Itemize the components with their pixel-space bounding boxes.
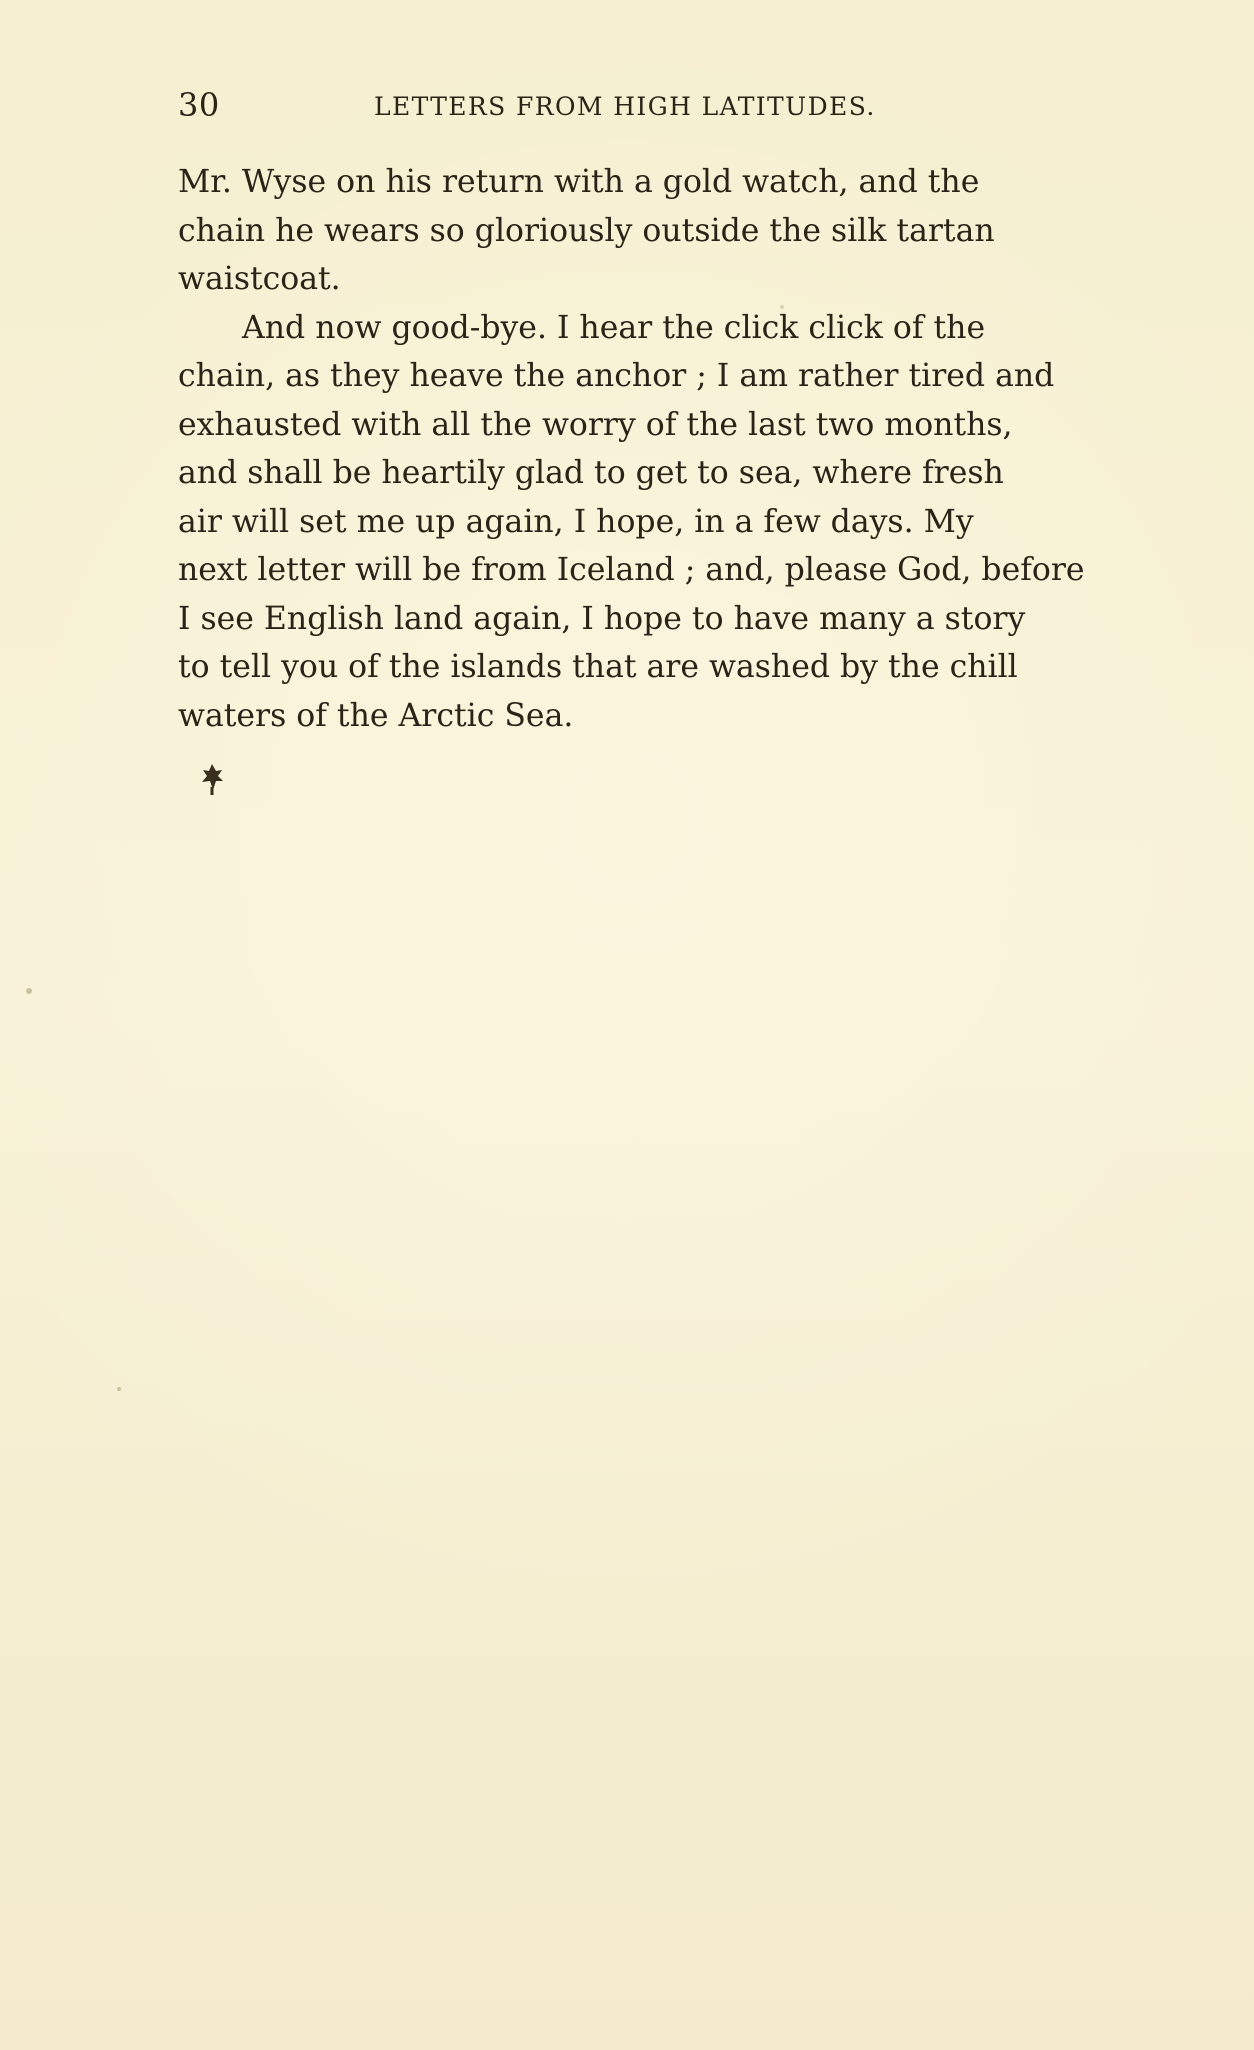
text-line: chain he wears so gloriously outside the silk tartan	[178, 212, 995, 249]
running-title: LETTERS FROM HIGH LATITUDES.	[374, 92, 876, 121]
text-line: exhausted with all the worry of the last two months,	[178, 406, 1013, 443]
fleuron-icon	[198, 762, 226, 796]
text-line: and shall be heartily glad to get to sea, where fresh	[178, 455, 1004, 491]
text-line: to tell you of the islands that are washed by the chill	[178, 649, 1018, 685]
body-text	[178, 158, 1178, 740]
paper-speck	[26, 988, 32, 994]
text-line: Mr. Wyse on his return with a gold watch, and the	[178, 164, 980, 200]
running-head	[178, 86, 1008, 130]
text-line: chain, as they heave the anchor ; I am rather tired and	[178, 358, 1055, 394]
text-line: waistcoat.	[178, 261, 341, 297]
page-number: 30	[178, 86, 220, 124]
paper-speck	[780, 305, 784, 309]
text-line: next letter will be from Iceland ; and, please God, before	[178, 552, 1085, 588]
text-line: waters of the Arctic Sea.	[178, 697, 574, 734]
text-line: I see English land again, I hope to have many a story	[178, 600, 1026, 637]
paragraph-start-line: And now good-bye. I hear the click click of the	[242, 309, 986, 346]
paper-speck	[117, 1387, 121, 1391]
text-line: air will set me up again, I hope, in a few days. My	[178, 503, 974, 540]
